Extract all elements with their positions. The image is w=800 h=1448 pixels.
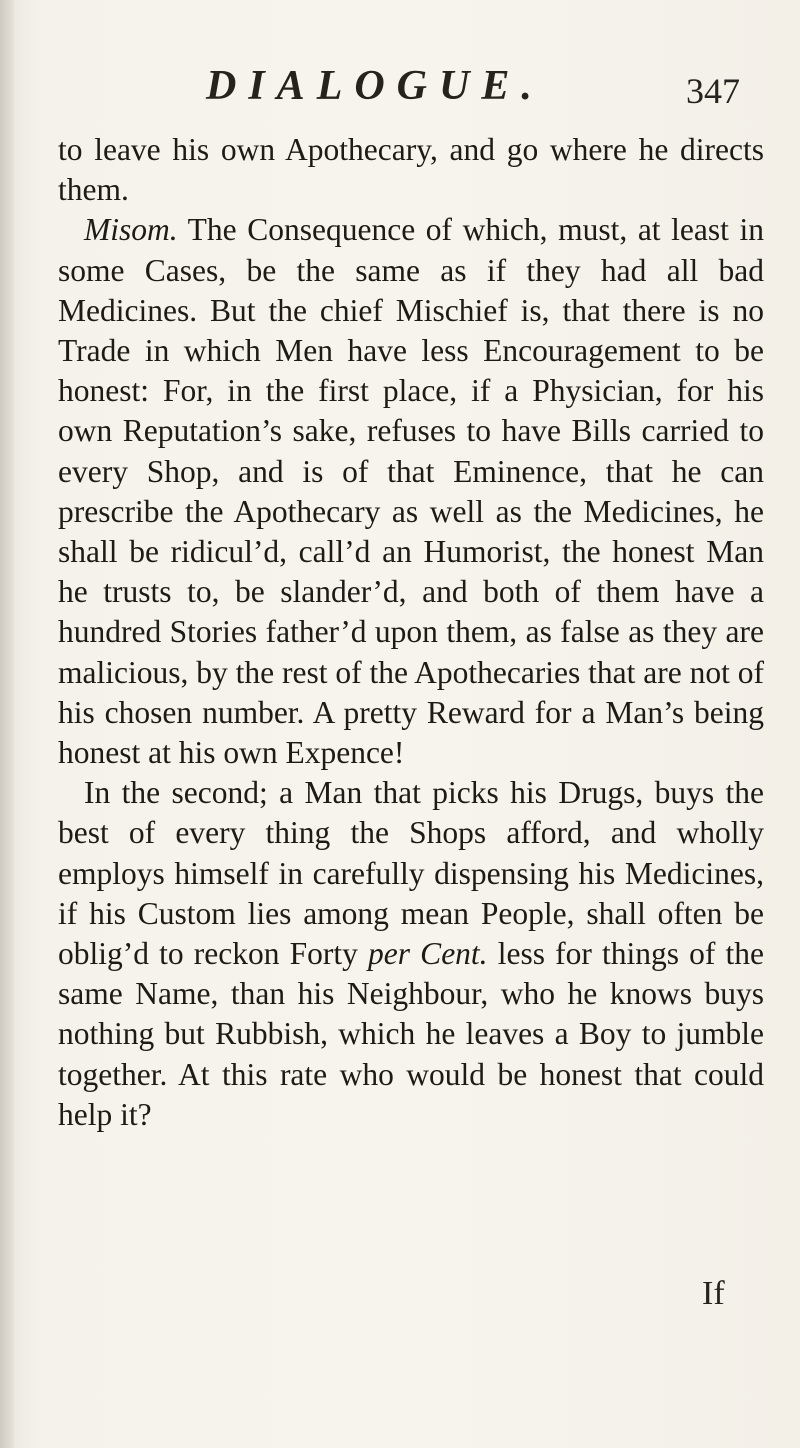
body-text xyxy=(58,130,764,1135)
paragraph-text: to leave his own Apothecary, and go where he directs them. xyxy=(58,132,764,208)
speaker-name: Misom. xyxy=(84,212,178,248)
page-header xyxy=(206,62,766,122)
latin-phrase: per Cent. xyxy=(368,936,488,972)
page-number: 347 xyxy=(686,71,740,111)
paragraph-continuation xyxy=(58,130,764,210)
paragraph-text: The Consequence of which, must, at least in some Cases, be the same as if they had all bad Medicines. But the chief Mischief is, that there is no Trade in which Men have less Encouragement to be honest: For, in the first place, if a Physician, for his own Reputation’s sake, refuses to have Bills carried to every Shop, and is of that Eminence, that he can prescribe the Apothecary as well as the Medicines, he shall be ridicul’d, call’d an Humorist, the honest Man he trusts to, be slander’d, and both of them have a hundred Stories father’d upon them, as false as they are malicious, by the rest of the Apothecaries that are not of his chosen number. A pretty Reward for a Man’s being honest at his own Expence! xyxy=(58,212,764,771)
running-title: DIALOGUE. xyxy=(206,63,544,109)
paragraph-misom xyxy=(58,210,764,773)
paragraph-second xyxy=(58,773,764,1135)
page-binding-edge xyxy=(0,0,14,1448)
catchword: If xyxy=(702,1275,725,1312)
paragraph-text: In the second; a Man that picks his Drugs, buys the best of every thing the Shops afford, and wholly employs himself in carefully dispensing his Medicines, if his Custom lies among mean People, shall often be oblig’d to reckon Forty xyxy=(58,775,764,972)
paragraph-text: less for things of the same Name, than his Neighbour, who he knows buys nothing but Rubbish, which he leaves a Boy to jumble together. At this rate who would be honest that could help it? xyxy=(58,936,765,1132)
